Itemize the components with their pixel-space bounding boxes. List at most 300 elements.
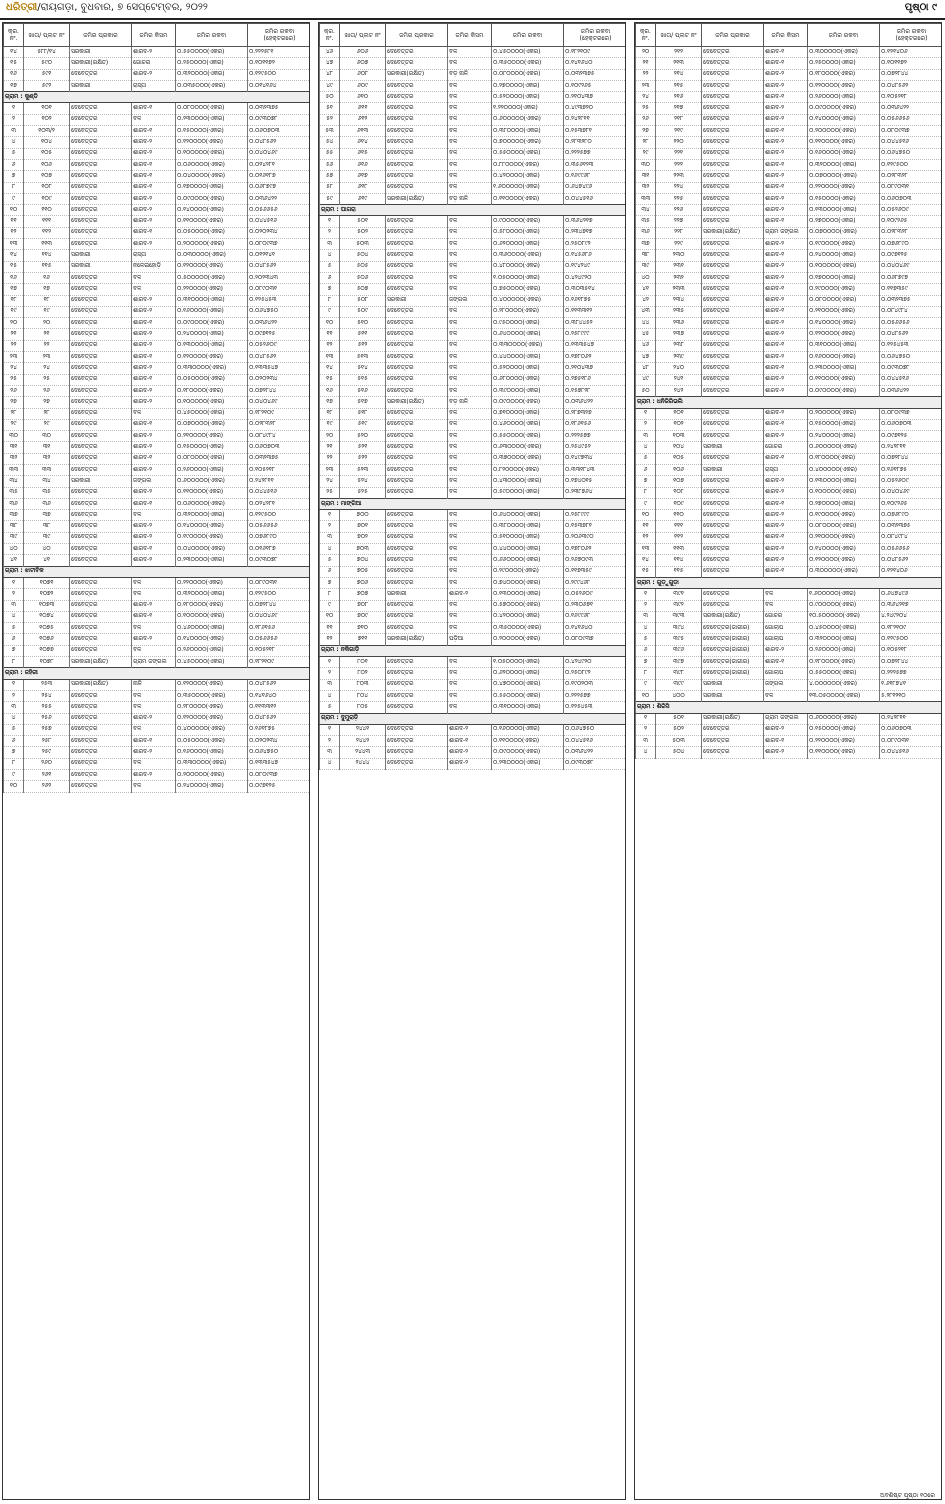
plot-cell: ୩୯୪ <box>656 623 702 634</box>
plot-cell: ୨୮ <box>24 408 70 419</box>
serial-cell: ୩ <box>4 702 24 713</box>
table-row <box>636 419 943 430</box>
hectare-cell: ୦.୬୪୭୪୯୬ <box>564 182 627 193</box>
table-row <box>4 216 311 227</box>
hectare-cell: ୦.୦୩୬୪୨୨ <box>248 193 311 204</box>
area-cell: ୦.୬୦୦୦୦୦(ଏକର) <box>176 476 248 487</box>
hectare-cell: ୦.୦୯୩୦୭୮ <box>880 363 943 374</box>
table-row <box>636 47 943 58</box>
kisam-cell: ଶାରଦ-୨ <box>132 306 176 317</box>
hectare-cell: ୦.୩୦୩୫୧୪ <box>564 284 627 295</box>
serial-cell: ୧୪ <box>636 555 656 566</box>
plot-cell: ୩୧ <box>24 442 70 453</box>
land-type-cell: ଦେବେତ୍ତର <box>702 159 764 170</box>
serial-cell: ୩୯ <box>636 261 656 272</box>
hectare-cell: ୦.୨୫୪୯୫୨ <box>564 442 627 453</box>
hectare-cell: ୦.୦୬୮୭୯୭ <box>248 182 311 193</box>
land-type-cell: ଦେବେତ୍ତର <box>386 352 448 363</box>
table-row <box>4 442 311 453</box>
hectare-cell: ୦.୧୩୩୫୪୭ <box>248 758 311 769</box>
plot-cell: ୩୯୯ <box>656 679 702 690</box>
table-row <box>636 566 943 577</box>
area-cell: ୦.୨୯୦୦୦୦(ଏକର) <box>492 566 564 577</box>
area-cell: ୦.୪୦୦୦୦୦(ଏକର) <box>808 464 880 475</box>
table-row <box>636 193 943 204</box>
table-row <box>320 374 627 385</box>
serial-cell: ୧ <box>636 589 656 600</box>
hectare-cell: ୦.୧୩୩୫୪୭ <box>564 340 627 351</box>
serial-cell: ୧ <box>4 679 24 690</box>
area-cell: ୧୦.୫୦୦୦୦୦(ଏକର) <box>808 611 880 622</box>
area-cell: ୦.୬୪୦୦୦୦(ଏକର) <box>492 510 564 521</box>
table-row <box>4 306 311 317</box>
hectare-cell: ୦.୦୮୪୯୮୪ <box>248 431 311 442</box>
land-type-cell: ଦେବେତ୍ତର <box>386 510 448 521</box>
kisam-cell: ଶାରଦ-୨ <box>448 758 492 769</box>
hectare-cell: ୦.୦୬୪୭୫୦ <box>564 724 627 735</box>
area-cell: ୦.୦୪୦୦୦୦(ଏକର) <box>176 171 248 182</box>
table-row <box>4 295 311 306</box>
serial-cell: ୪୬ <box>636 340 656 351</box>
land-type-cell: ଦେବେତ୍ତର <box>70 239 132 250</box>
area-cell: ୦.୧୨୦୦୦୦(ଏକର) <box>808 80 880 91</box>
table-row <box>320 724 627 735</box>
table-row <box>320 80 627 91</box>
kisam-cell: ବଳ <box>448 600 492 611</box>
table-row <box>636 600 943 611</box>
hectare-cell: ୦.୨୪୨୮୧୧ <box>880 713 943 724</box>
hectare-cell: ୦.୧୫୩୭୮୧ <box>564 126 627 137</box>
area-cell: ୦.୦୩୦୦୦୦(ଏକର) <box>176 250 248 261</box>
area-cell: ୦.୨୦୦୦୦୦(ଏକର) <box>808 408 880 419</box>
land-type-cell: ଦେବେତ୍ତର <box>702 600 764 611</box>
kisam-cell: ବଳ <box>448 80 492 91</box>
table-row <box>636 306 943 317</box>
table-row <box>636 329 943 340</box>
hectare-cell: ୦.୦୩୬୪୨୨ <box>564 747 627 758</box>
area-cell: ୦.୫୧୦୦୦୦(ଏକର) <box>492 532 564 543</box>
village-heading-row <box>636 577 943 588</box>
serial-cell: ୪ <box>320 758 340 769</box>
kisam-cell: ଶାରଦ-୧ <box>764 216 808 227</box>
hectare-cell: ୧.୬୧୮୭୪୧ <box>880 679 943 690</box>
table-row <box>636 340 943 351</box>
land-type-cell: ଦେବେତ୍ତର <box>386 521 448 532</box>
plot-cell: ୨୨୦ <box>656 137 702 148</box>
area-cell: ୦.୧୬୦୦୦୦(ଏକର) <box>492 724 564 735</box>
land-type-cell: ସରକାରୀ <box>70 261 132 272</box>
plot-cell: ୧୦୭୬ <box>24 634 70 645</box>
table-row <box>636 476 943 487</box>
serial-cell: ୪୧ <box>4 555 24 566</box>
hectare-cell: ୦.୦୫୬୬୫୬ <box>880 114 943 125</box>
serial-cell: ୧୦ <box>4 205 24 216</box>
table-row <box>320 668 627 679</box>
kisam-cell: ବଳ <box>448 340 492 351</box>
area-cell: ୦.୫୫୦୦୦୦(ଏକର) <box>176 47 248 58</box>
area-cell: ୦.୯୦୦୦୦୦(ଏକର) <box>808 600 880 611</box>
kisam-cell: ଶାରଦ-୨ <box>764 408 808 419</box>
table-row <box>636 205 943 216</box>
serial-cell: ୫୫ <box>320 148 340 159</box>
kisam-cell: ବଡ଼ ନାଳି <box>448 397 492 408</box>
area-cell: ୦.୬୩୦୦୦୦(ଏକର) <box>492 442 564 453</box>
land-type-cell: ସରକାରୀ(ରକ୍ଷିତ) <box>70 657 132 668</box>
hectare-cell: ୦.୦୪୪୫୧୬ <box>248 487 311 498</box>
hectare-cell: ୦.୨୨୨୫୭୭ <box>564 431 627 442</box>
area-cell: ୦.୩୦୦୦୦୦(ଏକର) <box>808 566 880 577</box>
hectare-cell: ୦.୦୬୪୭୫୦ <box>248 747 311 758</box>
table-row <box>320 137 627 148</box>
hectare-cell: ୦.୧୬୧୮୭୫ <box>880 464 943 475</box>
hectare-cell: ୦.୧୯୦୨୦୩ <box>564 679 627 690</box>
serial-cell: ୩ <box>320 239 340 250</box>
serial-cell: ୨ <box>636 600 656 611</box>
area-cell: ୦.୨୬୦୦୦୦(ଏକର) <box>176 464 248 475</box>
header-land-type: ଜମିର ପ୍ରକାର <box>386 24 448 47</box>
area-cell: ୦.୩୨୦୦୦୦(ଏକର) <box>808 159 880 170</box>
plot-cell: ୧୦୭୫ <box>24 623 70 634</box>
area-cell: ୦.୧୬୦୦୦୦(ଏକର) <box>808 352 880 363</box>
hectare-cell: ୦.୧୧୭୩୫୯ <box>564 566 627 577</box>
hectare-cell: ୫.୨୮୧୨୧୦ <box>880 690 943 701</box>
table-row <box>4 498 311 509</box>
area-cell: ୦.୩୦୦୦୦୦(ଏକର) <box>808 47 880 58</box>
land-type-cell: ଦେବେତ୍ତର <box>702 216 764 227</box>
plot-cell: ୫୧୬ <box>340 385 386 396</box>
plot-cell: ୧୦୭ <box>656 476 702 487</box>
kisam-cell: ବଳ <box>448 555 492 566</box>
kisam-cell: ଶାରଦ-୧ <box>132 498 176 509</box>
kisam-cell: ଶାରଦ-୧ <box>764 532 808 543</box>
land-type-cell: ଦେବେତ୍ତର <box>70 600 132 611</box>
plot-cell: ୫୨୪ <box>340 476 386 487</box>
hectare-cell: ୦.୦୭୨୮୪୪ <box>880 69 943 80</box>
table-header-row <box>320 24 627 47</box>
plot-cell: ୭୦୨ <box>340 532 386 543</box>
table-row <box>636 532 943 543</box>
land-type-cell: ଦେବେତ୍ତର <box>386 385 448 396</box>
land-type-cell: ଦେବେତ୍ତର <box>702 148 764 159</box>
serial-cell: ୪୦ <box>636 272 656 283</box>
area-cell: ୦.୪୬୦୦୦୦(ଏକର) <box>492 419 564 430</box>
serial-cell: ୩ <box>320 532 340 543</box>
serial-cell: ୨ <box>320 227 340 238</box>
area-cell: ୦.୦୬୦୦୦୦(ଏକର) <box>176 159 248 170</box>
kisam-cell: ଶାରଦ-୨ <box>132 137 176 148</box>
area-cell: ୧୩.୦୫୦୦୦୦(ଏକର) <box>808 690 880 701</box>
kisam-cell: ଶାରଦ-୧ <box>764 92 808 103</box>
area-cell: ୦.୪୭୦୦୦୦(ଏକର) <box>492 679 564 690</box>
land-type-cell: ଦେବେତ୍ତର <box>702 340 764 351</box>
hectare-cell: ୦.୨୨୨୫୭୭ <box>564 148 627 159</box>
serial-cell: ୮ <box>4 182 24 193</box>
serial-cell: ୪୦ <box>4 544 24 555</box>
kisam-cell: ଗୋଲାପ <box>764 634 808 645</box>
kisam-cell: ଶାରଦ-୧ <box>132 611 176 622</box>
land-type-cell: ଦେବେତ୍ତର <box>702 92 764 103</box>
land-type-cell: ଦେବେତ୍ତର <box>702 272 764 283</box>
serial-cell: ୨୭ <box>4 397 24 408</box>
land-type-cell: ଦେବେତ୍ତର <box>386 114 448 125</box>
serial-cell: ୫୦ <box>636 385 656 396</box>
kisam-cell: ବଳ <box>448 318 492 329</box>
area-cell: ୦.୫୫୦୦୦୦(ଏକର) <box>492 431 564 442</box>
table-row <box>636 589 943 600</box>
area-cell: ୦.୭୧୦୦୦୦(ଏକର) <box>492 408 564 419</box>
land-type-cell: ଦେବେତ୍ତର <box>70 464 132 475</box>
kisam-cell: ଶାରଦ-୨ <box>448 724 492 735</box>
land-type-cell: ସରକାରୀ <box>702 464 764 475</box>
land-type-cell: ଦେବେତ୍ତର <box>386 250 448 261</box>
table-row <box>320 329 627 340</box>
area-cell: ୦.୨୪୦୦୦୦(ଏକର) <box>808 431 880 442</box>
kisam-cell: ବଳ <box>764 600 808 611</box>
header-land-type: ଜମିର ପ୍ରକାର <box>702 24 764 47</box>
serial-cell: ୧୩ <box>320 352 340 363</box>
area-cell: ୦.୧୦୦୦୦୦(ଏକର) <box>176 611 248 622</box>
land-type-cell: ଦେବେତ୍ତର <box>70 227 132 238</box>
serial-cell: ୫ <box>636 634 656 645</box>
land-type-cell: ଦେବେତ୍ତର <box>70 306 132 317</box>
land-type-cell: ଦେବେତ୍ତର <box>70 431 132 442</box>
land-type-cell: ଦେବେତ୍ତର <box>386 668 448 679</box>
kisam-cell: ଶାରଦ-୨ <box>132 363 176 374</box>
plot-cell: ୨୩୦ <box>656 250 702 261</box>
village-heading-row <box>636 702 943 713</box>
table-row <box>636 634 943 645</box>
table-row <box>4 329 311 340</box>
land-type-cell: ଦେବେତ୍ତର <box>70 702 132 713</box>
serial-cell: ୬ <box>4 159 24 170</box>
table-row <box>320 634 627 645</box>
village-name: ଗ୍ରାମ : ଦୁମୁରାଡ଼ି <box>320 713 627 724</box>
hectare-cell: ୦.୧୮୬୧୫୬ <box>564 419 627 430</box>
serial-cell: ୨୫ <box>4 374 24 385</box>
serial-cell: ୪୧ <box>636 284 656 295</box>
plot-cell: ୫୦୭ <box>340 284 386 295</box>
area-cell: ୦.୦୯୦୦୦୦(ଏକର) <box>176 193 248 204</box>
serial-cell: ୪୬ <box>320 47 340 58</box>
area-cell: ୦.୧୦୦୦୦୦(ଏକର) <box>808 487 880 498</box>
kisam-cell: ଶାରଦ-୧ <box>764 498 808 509</box>
plot-cell: ୧୧୪ <box>24 250 70 261</box>
hectare-cell: ୦.୨୧୦୪୩୭ <box>564 92 627 103</box>
hectare-cell: ୦.୦୬୦୭୦୩ <box>880 419 943 430</box>
kisam-cell: ବଳ <box>448 126 492 137</box>
plot-cell: ୬୦୮ <box>340 69 386 80</box>
plot-cell: ୫୨୦ <box>340 431 386 442</box>
land-type-cell: ଦେବେତ୍ତର <box>386 747 448 758</box>
table-row <box>636 239 943 250</box>
land-table-column-1 <box>2 22 310 1500</box>
plot-cell: ୧୧୫ <box>656 566 702 577</box>
kisam-cell: ଶାରଦ-୨ <box>132 464 176 475</box>
hectare-cell: ୦.୦୭୬୮୯୦ <box>880 510 943 521</box>
table-row <box>320 442 627 453</box>
area-cell: ୦.୨୨୦୦୦୦(ଏକର) <box>176 577 248 588</box>
kisam-cell: ବଳ <box>448 329 492 340</box>
serial-cell: ୩ <box>636 611 656 622</box>
hectare-cell: ୦.୦୮୦୯୩୭ <box>248 239 311 250</box>
hectare-cell: ୦.୦୪୦୪୬୯ <box>248 148 311 159</box>
table-row <box>636 442 943 453</box>
table-row <box>636 464 943 475</box>
land-type-cell: ଦେବେତ୍ତର <box>702 736 764 747</box>
land-type-cell: ଦେବେତ୍ତର <box>70 747 132 758</box>
plot-cell: ୧୦୩/୨ <box>24 126 70 137</box>
kisam-cell: ଶାରଦ-୨ <box>132 193 176 204</box>
table-row <box>4 419 311 430</box>
kisam-cell: ବଳ <box>448 566 492 577</box>
table-row <box>4 182 311 193</box>
land-type-cell: ଦେବେତ୍ତର <box>386 159 448 170</box>
plot-cell: ୩୬ <box>24 498 70 509</box>
serial-cell: ୪୯ <box>320 80 340 91</box>
land-type-cell: ଦେବେତ୍ତର <box>702 69 764 80</box>
table-row <box>636 159 943 170</box>
serial-cell: ୨୩ <box>636 80 656 91</box>
serial-cell: ୫ <box>4 623 24 634</box>
land-type-cell: ଦେବେତ୍ତର <box>386 239 448 250</box>
land-type-cell: ଦେବେତ୍ତର <box>70 182 132 193</box>
table-row <box>320 58 627 69</box>
plot-cell: ୨୨୪ <box>656 182 702 193</box>
area-cell: ୦.୧୪୦୦୦୦(ଏକର) <box>176 205 248 216</box>
serial-cell: ୧୨ <box>320 340 340 351</box>
plot-cell: ୨୬୦ <box>24 758 70 769</box>
plot-cell: ୨୩୪ <box>656 295 702 306</box>
hectare-cell: ୦.୦୧୪୧୬୪ <box>248 80 311 91</box>
land-type-cell: ଦେବେତ୍ତର <box>70 385 132 396</box>
area-cell: ୦.୬୦୦୦୦୦(ଏକର) <box>808 442 880 453</box>
hectare-cell: ୦.୦୬୦୭୦୩ <box>248 442 311 453</box>
serial-cell: ୫୦ <box>320 92 340 103</box>
serial-cell: ୧୫ <box>320 374 340 385</box>
serial-cell: ୩୮ <box>4 521 24 532</box>
table-row <box>320 182 627 193</box>
kisam-cell: ଶାରଦ-୨ <box>132 239 176 250</box>
hectare-cell: ୦.୦୯୭୧୨୫ <box>248 781 311 792</box>
kisam-cell: ବଳ <box>132 577 176 588</box>
land-type-cell: ସରକାରୀ(ରକ୍ଷିତ) <box>386 634 448 645</box>
table-row <box>320 476 627 487</box>
area-cell: ୦.୧୫୦୦୦୦(ଏକର) <box>808 419 880 430</box>
plot-cell: ୨୫୬ <box>24 713 70 724</box>
table-row <box>4 589 311 600</box>
hectare-cell: ୦.୦୪୪୫୧୬ <box>248 216 311 227</box>
kisam-cell: ଶାରଦ-୨ <box>132 634 176 645</box>
area-cell: ୦.୫୨୦୦୦୦(ଏକର) <box>492 92 564 103</box>
serial-cell: ୧୦ <box>320 318 340 329</box>
land-type-cell: ଦେବେତ୍ତର(ଜାଗୀର) <box>702 668 764 679</box>
land-type-cell: ଦେବେତ୍ତର <box>70 352 132 363</box>
serial-cell: ୧୩ <box>4 239 24 250</box>
kisam-cell: ଶାରଦ-୨ <box>764 80 808 91</box>
kisam-cell: ଶାରଦ-୧ <box>764 736 808 747</box>
kisam-cell: ଶାରଦ-୨ <box>764 544 808 555</box>
village-name: ଗ୍ରାମ : ଶିରିସି <box>636 702 943 713</box>
plot-cell: ୨୨୩ <box>656 171 702 182</box>
table-row <box>4 555 311 566</box>
land-type-cell: ଦେବେତ୍ତର <box>70 363 132 374</box>
kisam-cell: ଶାରଦ-୨ <box>132 216 176 227</box>
continued-note: ଅବଶିଷ୍ଟ ପୃଷ୍ଠା ୧୦ରେ <box>879 1492 935 1499</box>
area-cell: ୦.୮୨୦୦୦୦(ଏକର) <box>492 464 564 475</box>
area-cell: ୦.୦୯୦୦୦୦(ଏକର) <box>492 397 564 408</box>
hectare-cell: ୦.୨୧୦୪୩୭ <box>564 363 627 374</box>
serial-cell: ୭ <box>4 645 24 656</box>
serial-cell: ୫ <box>320 261 340 272</box>
plot-cell: ୫୧୦ <box>340 318 386 329</box>
serial-cell: ୭ <box>636 657 656 668</box>
serial-cell: ୨୮ <box>4 408 24 419</box>
kisam-cell: ବଳ <box>448 363 492 374</box>
table-row <box>636 498 943 509</box>
land-type-cell: ଦେବେତ୍ତର <box>702 521 764 532</box>
plot-cell: ୫୧୭ <box>340 397 386 408</box>
table-row <box>4 634 311 645</box>
header-kisam: ଜମିର କିସମ <box>132 24 176 47</box>
hectare-cell: ୦.୦୯୭୧୨୫ <box>880 250 943 261</box>
area-cell: ୦.୪୪୦୦୦୦(ଏକର) <box>492 544 564 555</box>
land-type-cell: ଦେବେତ୍ତର <box>70 126 132 137</box>
land-type-cell: ଦେବେତ୍ତର <box>702 724 764 735</box>
hectare-cell: ୦.୦୪୮୫୬୨ <box>248 713 311 724</box>
serial-cell: ୮ <box>4 657 24 668</box>
plot-cell: ୪୦୦ <box>656 690 702 701</box>
land-type-cell: ଦେବେତ୍ତର <box>386 171 448 182</box>
plot-cell: ୨୧୪ <box>656 69 702 80</box>
land-type-cell: ଦେବେତ୍ତର <box>386 47 448 58</box>
kisam-cell: ଶାରଦ-୨ <box>764 103 808 114</box>
table-row <box>4 374 311 385</box>
land-type-cell: ଦେବେତ୍ତର <box>702 498 764 509</box>
table-row <box>636 80 943 91</box>
kisam-cell: ବଡ଼ ନାଳି <box>448 193 492 204</box>
area-cell: ୦.୪୦୦୦୦୦(ଏକର) <box>492 295 564 306</box>
area-cell: ୦.୩୧୦୦୦୦(ଏକର) <box>492 702 564 713</box>
kisam-cell: ଶାରଦ-୧ <box>132 318 176 329</box>
land-type-cell: ଦେବେତ୍ତର <box>702 126 764 137</box>
plot-cell: ୨୨୭ <box>656 216 702 227</box>
serial-cell: ୨୨ <box>320 453 340 464</box>
serial-cell: ୪୮ <box>636 363 656 374</box>
plot-cell: ୨୨୨ <box>656 159 702 170</box>
land-type-cell: ଦେବେତ୍ତର <box>386 80 448 91</box>
serial-cell: ୭ <box>320 577 340 588</box>
village-heading-row <box>320 498 627 509</box>
land-table-column-2 <box>318 22 626 1500</box>
land-type-cell: ଦେବେତ୍ତର <box>386 600 448 611</box>
area-cell: ୦.୦୩୫୦୦୦(ଏକର) <box>176 80 248 91</box>
serial-cell: ୯ <box>320 600 340 611</box>
table-row <box>4 510 311 521</box>
kisam-cell: ଶାରଦ-୧ <box>132 544 176 555</box>
serial-cell: ୪ <box>636 623 656 634</box>
plot-cell: ୧୦୬ <box>656 464 702 475</box>
area-cell: ୦.୪୫୦୦୦୦(ଏକର) <box>176 408 248 419</box>
table-row <box>636 690 943 701</box>
plot-cell: ୬୧୨ <box>340 114 386 125</box>
serial-cell: ୨୯ <box>4 419 24 430</box>
hectare-cell: ୦.୦୨୦୨୩୪ <box>248 374 311 385</box>
hectare-cell: ୦.୦୯୭୧୨୫ <box>248 329 311 340</box>
kisam-cell: ନଳେଇହୋଡ଼ି <box>132 261 176 272</box>
hectare-cell: ୦.୦୭୨୮୪୪ <box>248 600 311 611</box>
header-plot: ଖାତା/ ପ୍ଲଟ ନଂ <box>24 24 70 47</box>
serial-cell: ୨୩ <box>4 352 24 363</box>
